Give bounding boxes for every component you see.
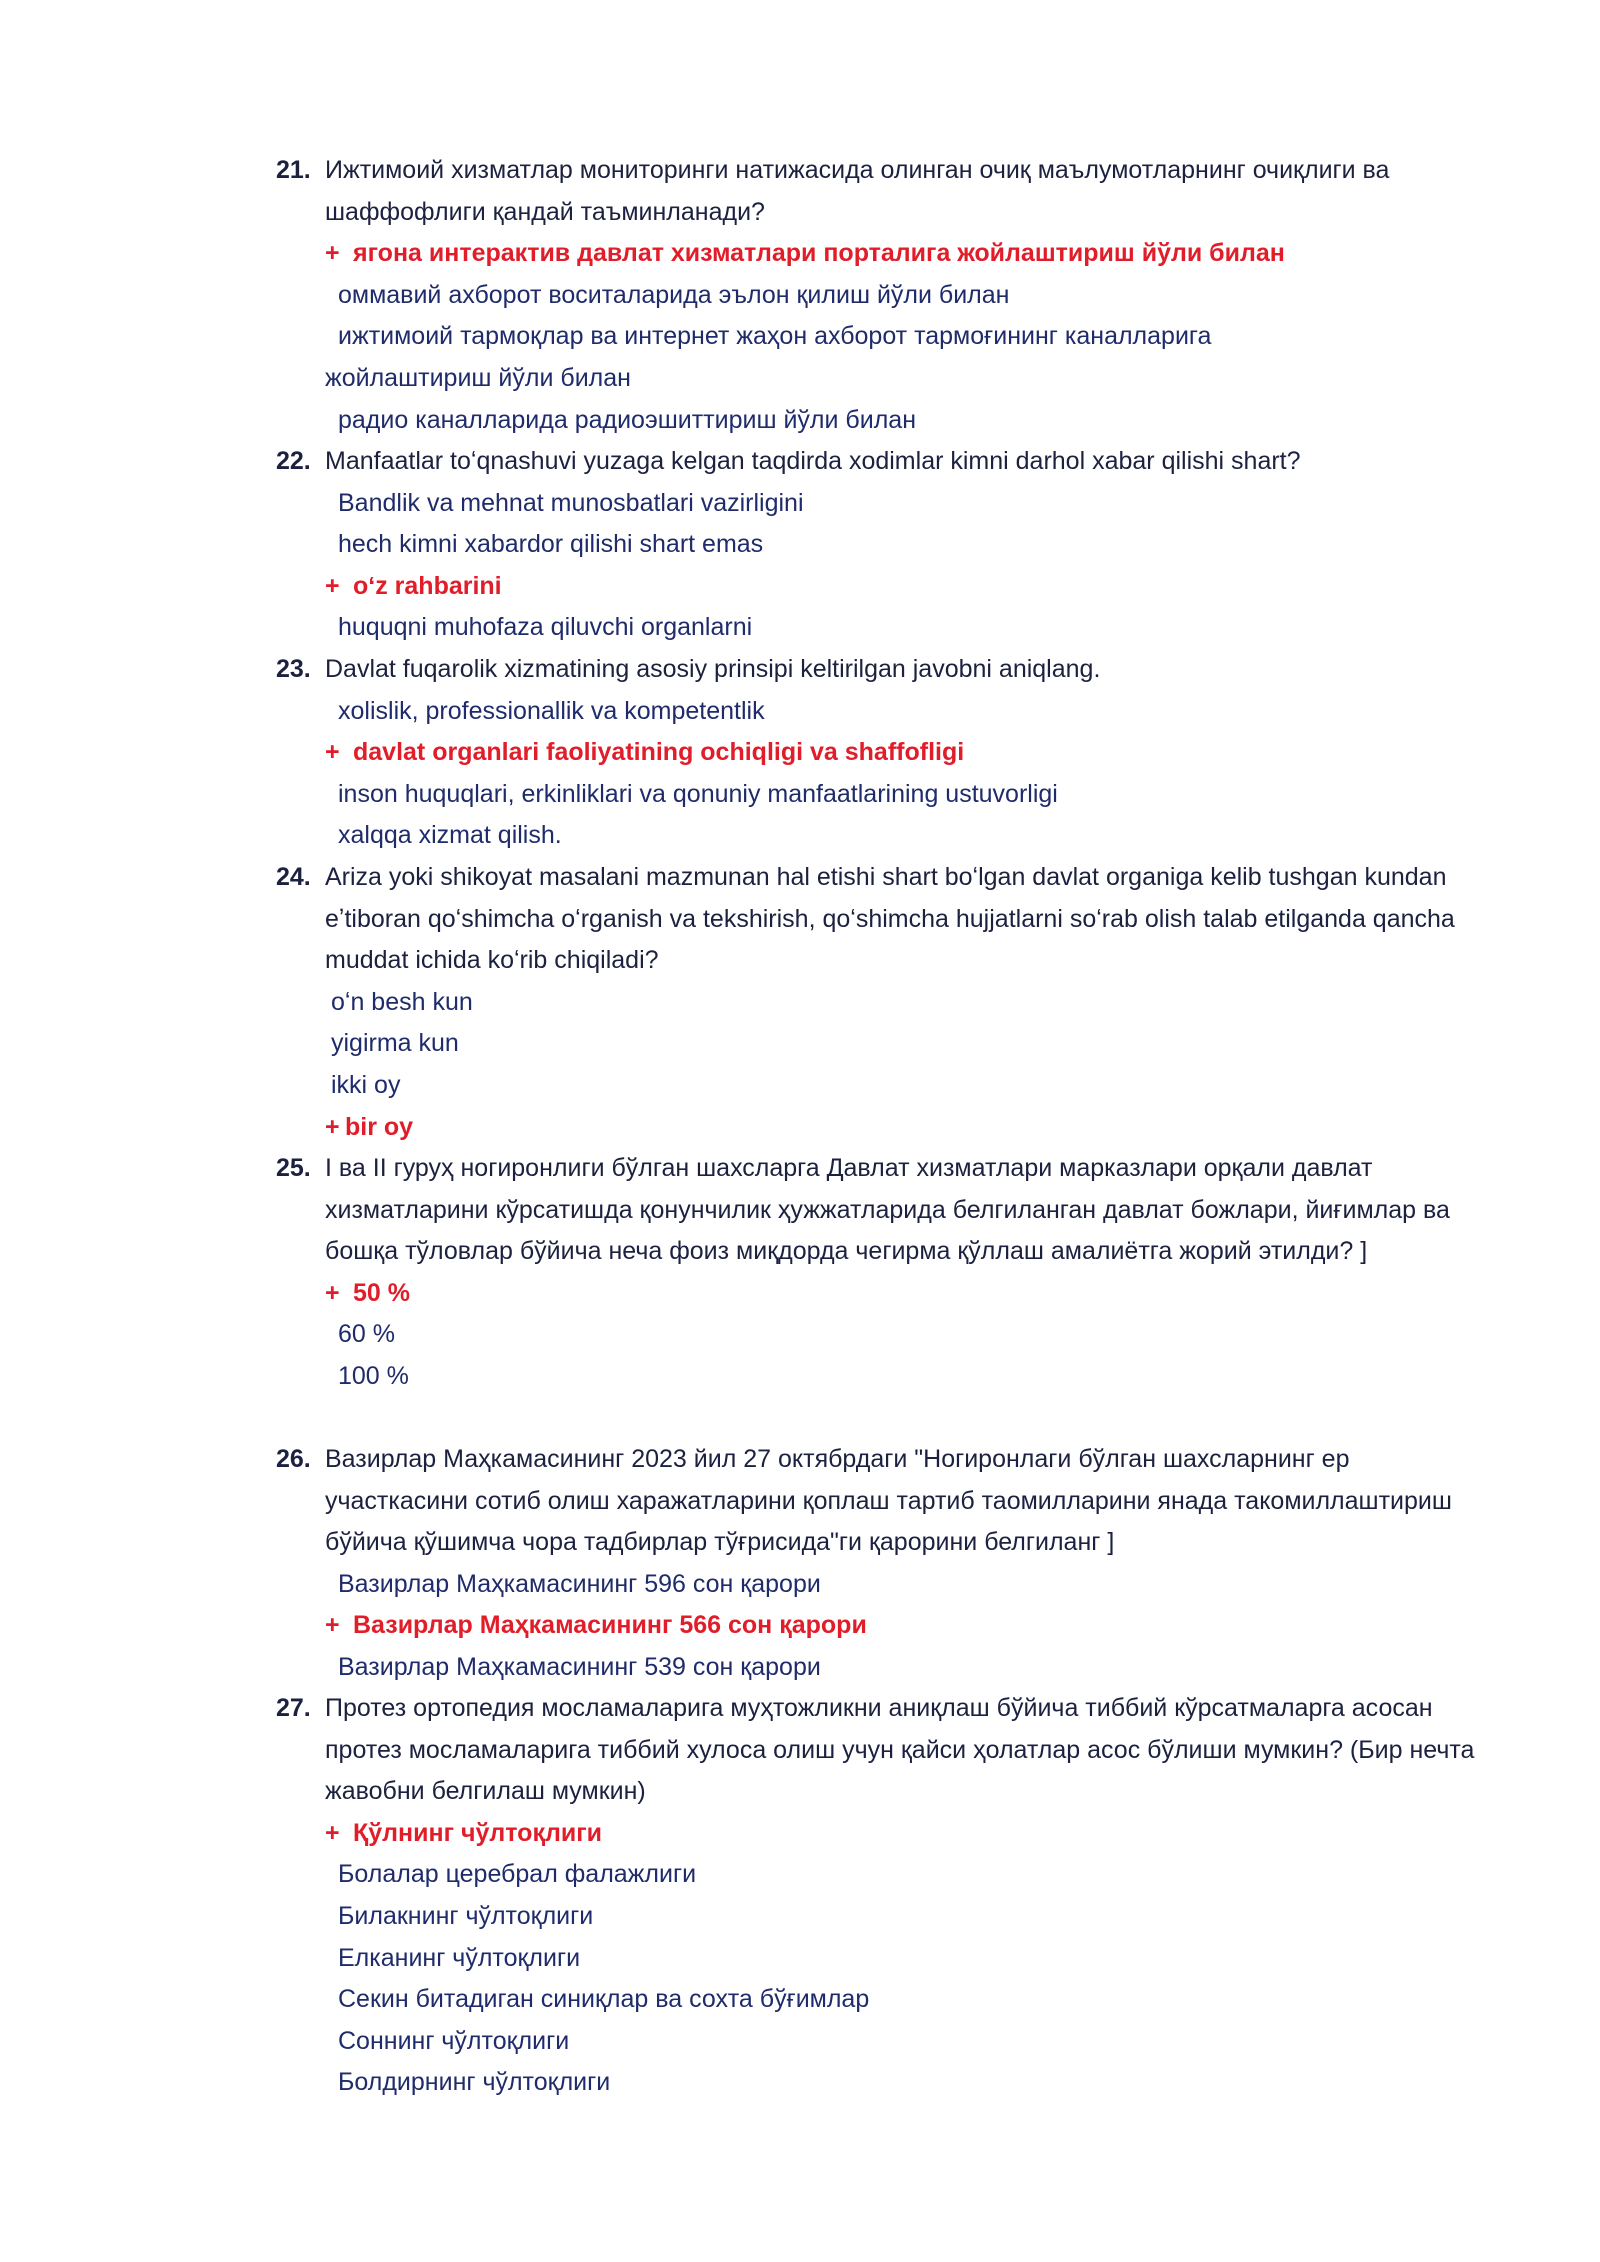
answer-option-correct: + Қўлнинг чўлтоқлиги xyxy=(325,1813,1476,1855)
answer-option: 60 % xyxy=(338,1320,395,1349)
correct-marker: + xyxy=(325,738,340,767)
answer-option: Секин битадиган синиқлар ва сохта бўғимлар xyxy=(338,1985,870,2014)
correct-marker: + xyxy=(325,1278,340,1307)
question-number: 21. xyxy=(276,156,311,184)
answer-option: Болалар церебрал фалажлиги xyxy=(338,1860,697,1889)
correct-marker: + xyxy=(325,571,340,600)
answer-option: Вазирлар Маҳкамасининг 596 сон қарори xyxy=(338,1569,821,1598)
question-number: 25. xyxy=(276,1154,311,1182)
question-21 xyxy=(276,150,1476,441)
question-text: Davlat fuqarolik xizmatining asosiy prinsipi keltirilgan javobni aniqlang. xyxy=(325,655,1101,683)
question-24 xyxy=(276,857,1476,1148)
question-text: Manfaatlar toʻqnashuvi yuzaga kelgan taqdirda xodimlar kimni darhol xabar qilishi shart? xyxy=(325,447,1301,475)
correct-marker: + xyxy=(325,1611,340,1640)
question-number: 22. xyxy=(276,447,311,475)
correct-marker: + xyxy=(325,1112,340,1141)
question-27 xyxy=(276,1688,1476,2104)
answer-option: Елканинг чўлтоқлиги xyxy=(338,1943,581,1972)
answer-option: оммавий ахборот воситаларида эълон қилиш йўли билан xyxy=(338,280,1010,309)
question-22 xyxy=(276,441,1476,649)
question-text: Протез ортопедия мосламаларига муҳтожликни аниқлаш бўйича тиббий кўрсатмаларга асосан протез мосламаларига тиббий хулоса олиш учун қайси ҳолатлар асос бўлиши мумкин? (Бир нечта жавобни белгилаш мумкин) xyxy=(325,1694,1475,1806)
answer-option: yigirma kun xyxy=(331,1029,459,1058)
question-number: 23. xyxy=(276,655,311,683)
answer-option: Соннинг чўлтоқлиги xyxy=(338,2026,570,2055)
question-number: 24. xyxy=(276,863,311,891)
answer-option: Вазирлар Маҳкамасининг 539 сон қарори xyxy=(338,1652,821,1681)
question-25 xyxy=(276,1148,1476,1398)
question-text: I ва II гуруҳ ногиронлиги бўлган шахсларга Давлат хизматлари марказлари орқали давлат хизматларини кўрсатишда қонунчилик ҳужжатларида белгиланган давлат божлари, йиғимлар ва бошқа тўловлар бўйича неча фоиз миқдорда чегирма қўллаш амалиётга жорий этилди? ] xyxy=(325,1154,1450,1266)
answer-option: Bandlik va mehnat munosbatlari vazirligini xyxy=(338,488,804,517)
question-text: Ariza yoki shikoyat masalani mazmunan hal etishi shart boʻlgan davlat organiga kelib tushgan kundan eʼtiboran qoʻshimcha oʻrganish va tekshirish, qoʻshimcha hujjatlarni soʻrab olish talab etilganda qancha muddat ichida koʻrib chiqiladi? xyxy=(325,863,1455,975)
correct-marker: + xyxy=(325,1818,340,1847)
answer-option: 100 % xyxy=(338,1361,409,1390)
answer-option: huquqni muhofaza qiluvchi organlarni xyxy=(338,613,753,642)
answer-option-correct: + ягона интерактив давлат хизматлари порталига жойлаштириш йўли билан xyxy=(325,233,1476,275)
answer-option: Болдирнинг чўлтоқлиги xyxy=(338,2068,611,2097)
answer-option-correct: + Вазирлар Маҳкамасининг 566 сон қарори xyxy=(325,1605,1476,1647)
answer-option: Билакнинг чўлтоқлиги xyxy=(338,1901,594,1930)
answer-option: xolislik, professionallik va kompetentlik xyxy=(338,696,765,725)
answer-option-correct: + 50 % xyxy=(325,1273,1476,1315)
question-text: Ижтимоий хизматлар мониторинги натижасида олинган очиқ маълумотларнинг очиқлиги ва шаффофлиги қандай таъминланади? xyxy=(325,156,1390,226)
correct-marker: + xyxy=(325,239,340,268)
question-23 xyxy=(276,649,1476,857)
answer-option: радио каналларида радиоэшиттириш йўли билан xyxy=(338,405,917,434)
question-number: 27. xyxy=(276,1694,311,1722)
answer-option: ikki oy xyxy=(331,1070,401,1099)
answer-option-correct: + oʻz rahbarini xyxy=(325,566,1476,608)
question-26 xyxy=(276,1439,1476,1689)
answer-option: ижтимоий тармоқлар ва интернет жаҳон ахборот тармоғининг каналларига xyxy=(338,322,1212,351)
question-text: Вазирлар Маҳкамасининг 2023 йил 27 октябрдаги "Ногиронлаги бўлган шахсларнинг ер участкасини сотиб олиш харажатларини қоплаш тартиб таомилларини янада такомиллаштириш бўйича қўшимча чора тадбирлар тўғрисида"ги қарорини белгиланг ] xyxy=(325,1445,1452,1557)
answer-option-correct: + davlat organlari faoliyatining ochiqligi va shaffofligi xyxy=(325,732,1476,774)
answer-option: xalqqa xizmat qilish. xyxy=(338,821,562,850)
answer-option-correct: + bir oy xyxy=(325,1107,1476,1149)
answer-option: oʻn besh kun xyxy=(331,987,473,1016)
answer-option: hech kimni xabardor qilishi shart emas xyxy=(338,530,764,559)
answer-option: inson huquqlari, erkinliklari va qonuniy manfaatlarining ustuvorligi xyxy=(338,779,1058,808)
answer-option-continuation: жойлаштириш йўли билан xyxy=(325,363,631,392)
question-number: 26. xyxy=(276,1445,311,1473)
